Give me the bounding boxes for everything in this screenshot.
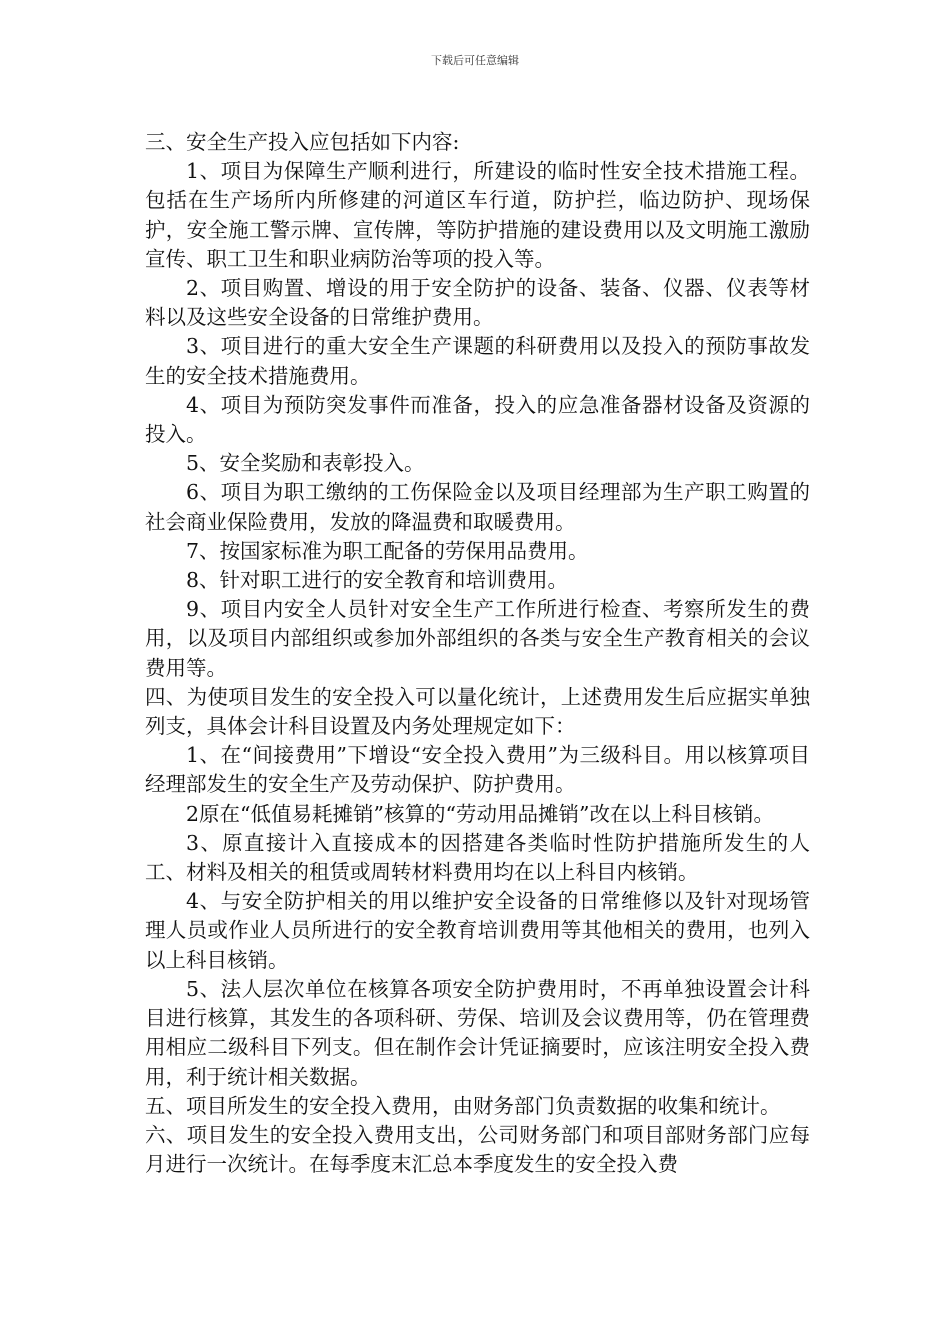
list-item: 2原在“低值易耗摊销”核算的“劳动用品摊销”改在以上科目核销。 xyxy=(186,801,774,826)
page-header-note: 下载后可任意编辑 xyxy=(431,54,519,67)
list-item: 4、与安全防护相关的用以维护安全设备的日常维修以及针对现场管理人员或作业人员所进行的安全教育培训费用等其他相关的费用，也列入以上科目核销。 xyxy=(145,889,810,972)
list-item: 1、在“间接费用”下增设“安全投入费用”为三级科目。用以核算项目经理部发生的安全生产及劳动保护、防护费用。 xyxy=(145,743,810,797)
section-heading-4: 四、为使项目发生的安全投入可以量化统计，上述费用发生后应据实单独列支，具体会计科目设置及内务处理规定如下： xyxy=(145,684,810,739)
list-item: 9、项目内安全人员针对安全生产工作所进行检查、考察所发生的费用，以及项目内部组织或参加外部组织的各类与安全生产教育相关的会议费用等。 xyxy=(145,597,810,680)
list-item: 3、原直接计入直接成本的因搭建各类临时性防护措施所发生的人工、材料及相关的租赁或周转材料费用均在以上科目内核销。 xyxy=(145,830,810,885)
section-heading-3: 三、安全生产投入应包括如下内容: xyxy=(145,130,460,154)
list-item: 5、法人层次单位在核算各项安全防护费用时，不再单独设置会计科目进行核算，其发生的各项科研、劳保、培训及会议费用等，仍在管理费用相应二级科目下列支。但在制作会计凭证摘要时，应该注明安全投入费用，利于统计相关数据。 xyxy=(145,976,810,1089)
section-heading-5: 五、项目所发生的安全投入费用，由财务部门负责数据的收集和统计。 xyxy=(145,1093,781,1118)
section-heading-6: 六、项目发生的安全投入费用支出，公司财务部门和项目部财务部门应每月进行一次统计。在每季度末汇总本季度发生的安全投入费 xyxy=(145,1122,810,1177)
list-item: 8、针对职工进行的安全教育和培训费用。 xyxy=(186,568,569,593)
list-item: 7、按国家标准为职工配备的劳保用品费用。 xyxy=(186,538,589,563)
list-item: 5、安全奖励和表彰投入。 xyxy=(186,451,425,476)
list-item: 3、项目进行的重大安全生产课题的科研费用以及投入的预防事故发生的安全技术措施费用。 xyxy=(145,334,810,388)
list-item: 4、项目为预防突发事件而准备，投入的应急准备器材设备及资源的投入。 xyxy=(145,392,810,447)
list-item: 6、项目为职工缴纳的工伤保险金以及项目经理部为生产职工购置的社会商业保险费用，发放的降温费和取暖费用。 xyxy=(145,480,810,534)
list-item: 2、项目购置、增设的用于安全防护的设备、装备、仪器、仪表等材料以及这些安全设备的日常维护费用。 xyxy=(145,276,810,330)
list-item: 1、项目为保障生产顺利进行，所建设的临时性安全技术措施工程。包括在生产场所内所修建的河道区车行道，防护拦，临边防护、现场保护，安全施工警示牌、宣传牌，等防护措施的建设费用以及文明施工激励宣传、职工卫生和职业病防治等项的投入等。 xyxy=(145,159,810,271)
document-body xyxy=(145,128,810,1179)
